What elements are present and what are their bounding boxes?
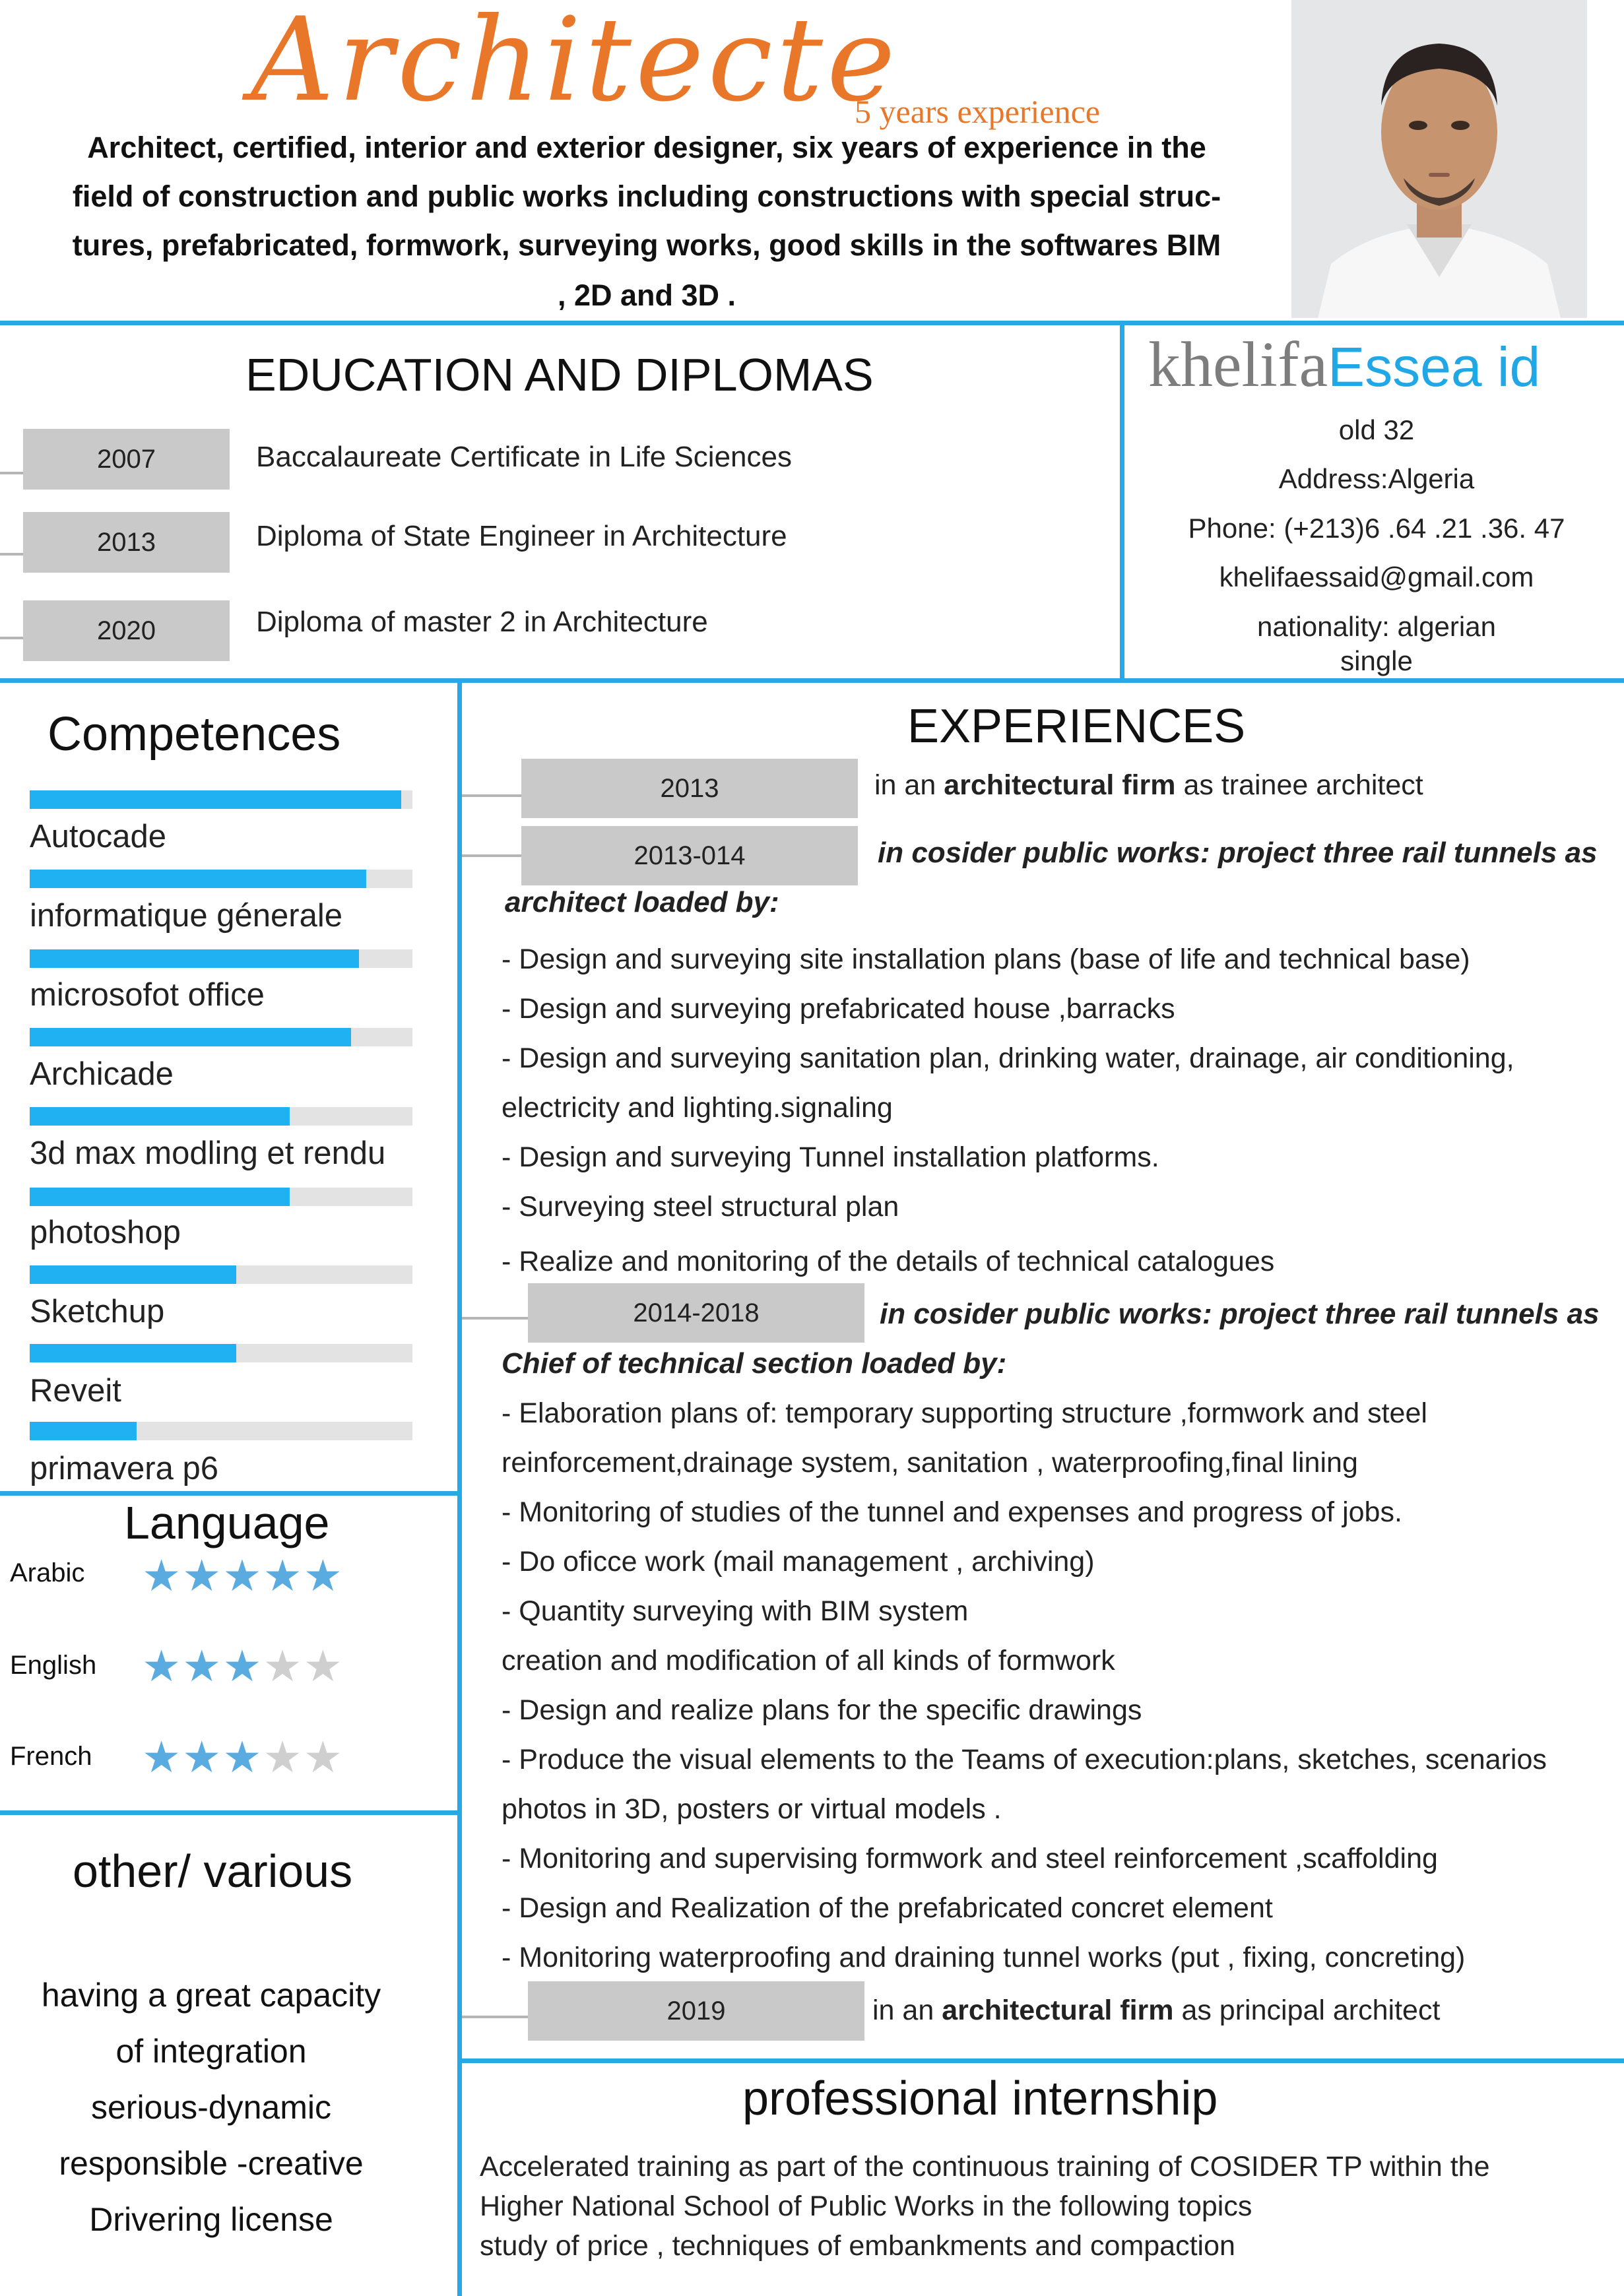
profile-photo xyxy=(1291,0,1587,318)
star-empty-icon: ★ xyxy=(303,1733,344,1781)
internship-line: Accelerated training as part of the continuous training of COSIDER TP within the xyxy=(480,2151,1490,2183)
contact-email: khelifaessaid@gmail.com xyxy=(1219,561,1534,592)
job-role: as trainee architect xyxy=(1175,769,1423,801)
skill-bar-fill xyxy=(30,1107,290,1126)
skill-bar-fill xyxy=(30,790,401,809)
job-task: - Quantity surveying with BIM system xyxy=(502,1595,969,1627)
internship-line: Higher National School of Public Works in the following topics xyxy=(480,2190,1252,2222)
experience-years: 5 years experience xyxy=(855,93,1100,130)
job-task: - Design and Realization of the prefabricated concret element xyxy=(502,1892,1273,1924)
skill-bar-fill xyxy=(30,1344,236,1362)
skill-name: primavera p6 xyxy=(30,1451,218,1486)
job-role: as principal architect xyxy=(1173,1994,1441,2026)
summary-line-1: Architect, certified, interior and exterior designer, six years of experience in the xyxy=(87,131,1206,164)
language-divider xyxy=(0,1810,460,1815)
star-filled-icon: ★ xyxy=(142,1551,183,1600)
job-tick xyxy=(462,1317,528,1320)
skill-bar xyxy=(30,1107,412,1126)
job-task: - Design and surveying sanitation plan, drinking water, drainage, air conditioning, xyxy=(502,1042,1514,1074)
job-task: - Monitoring of studies of the tunnel and expenses and progress of jobs. xyxy=(502,1496,1402,1528)
job-task: - Design and surveying site installation plans (base of life and technical base) xyxy=(502,943,1470,975)
star-filled-icon: ★ xyxy=(222,1551,263,1600)
education-title: EDUCATION AND DIPLOMAS xyxy=(245,349,874,400)
contact-phone: Phone: (+213)6 .64 .21 .36. 47 xyxy=(1188,513,1565,544)
other-line: serious-dynamic xyxy=(90,2089,331,2126)
skill-name: informatique génerale xyxy=(30,898,342,934)
job-year: 2014-2018 xyxy=(528,1283,864,1343)
internship-title: professional internship xyxy=(742,2072,1218,2125)
other-line: responsible -creative xyxy=(59,2145,364,2182)
candidate-name xyxy=(1148,329,1541,400)
job-heading-2: Chief of technical section loaded by: xyxy=(502,1347,1007,1380)
skill-bar xyxy=(30,1265,412,1284)
education-item: Diploma of State Engineer in Architecture xyxy=(256,520,787,552)
internship-divider xyxy=(460,2058,1624,2063)
other-line: of integration xyxy=(115,2033,307,2070)
star-filled-icon: ★ xyxy=(142,1733,183,1781)
job-pre: in an xyxy=(874,769,944,801)
cv-title: Architecte xyxy=(251,0,899,127)
job-description xyxy=(872,1994,1440,2027)
competences-title: Competences xyxy=(48,708,341,761)
star-filled-icon: ★ xyxy=(263,1551,304,1600)
education-item: Baccalaureate Certificate in Life Sciences xyxy=(256,441,792,473)
language-rating xyxy=(142,1735,344,1779)
job-company: architectural firm xyxy=(944,769,1176,801)
job-task: electricity and lighting.signaling xyxy=(502,1092,893,1124)
education-item: Diploma of master 2 in Architecture xyxy=(256,606,708,638)
star-filled-icon: ★ xyxy=(182,1551,223,1600)
job-pre: in an xyxy=(872,1994,942,2026)
skill-name: Archicade xyxy=(30,1056,174,1092)
skill-bar xyxy=(30,949,412,968)
internship-line: study of price , techniques of embankments and compaction xyxy=(480,2230,1235,2262)
skill-bar-fill xyxy=(30,1028,351,1046)
language-rating xyxy=(142,1644,344,1688)
skill-bar-fill xyxy=(30,1188,290,1206)
star-filled-icon: ★ xyxy=(222,1733,263,1781)
job-tick xyxy=(462,2016,528,2018)
job-task: photos in 3D, posters or virtual models . xyxy=(502,1793,1002,1825)
job-heading-2: architect loaded by: xyxy=(505,886,779,918)
education-tick xyxy=(0,553,23,556)
skill-bar-fill xyxy=(30,949,359,968)
skill-bar xyxy=(30,1422,412,1440)
star-empty-icon: ★ xyxy=(303,1642,344,1690)
skill-bar-fill xyxy=(30,870,366,888)
job-year: 2013 xyxy=(521,759,858,818)
job-year: 2013-014 xyxy=(521,826,858,885)
job-task: - Design and surveying prefabricated house ,barracks xyxy=(502,993,1175,1025)
contact-age: old 32 xyxy=(1338,414,1415,445)
header-divider xyxy=(0,321,1624,325)
skill-bar xyxy=(30,1028,412,1046)
skill-bar xyxy=(30,1188,412,1206)
contact-status: single xyxy=(1340,645,1413,676)
job-task: - Monitoring waterproofing and draining tunnel works (put , fixing, concreting) xyxy=(502,1942,1466,1973)
other-title: other/ various xyxy=(73,1845,353,1897)
job-task: - Do oficce work (mail management , archiving) xyxy=(502,1546,1095,1578)
skill-name: Reveit xyxy=(30,1373,121,1409)
last-name: Essea id xyxy=(1328,336,1541,398)
competences-divider xyxy=(0,1491,460,1496)
language-name: French xyxy=(10,1742,92,1771)
job-heading: in cosider public works: project three rail tunnels as xyxy=(880,1298,1600,1330)
skill-bar xyxy=(30,790,412,809)
star-empty-icon: ★ xyxy=(263,1642,304,1690)
language-name: Arabic xyxy=(10,1558,85,1587)
star-empty-icon: ★ xyxy=(263,1733,304,1781)
first-name: khelifa xyxy=(1148,329,1328,400)
middle-divider xyxy=(0,678,1624,683)
job-tick xyxy=(462,854,521,857)
job-company: architectural firm xyxy=(942,1994,1174,2026)
job-task: - Realize and monitoring of the details of technical catalogues xyxy=(502,1246,1275,1277)
skill-bar-fill xyxy=(30,1422,137,1440)
education-tick xyxy=(0,637,23,639)
skill-name: photoshop xyxy=(30,1215,181,1250)
job-year: 2019 xyxy=(528,1981,864,2041)
language-rating xyxy=(142,1551,344,1600)
skill-bar xyxy=(30,870,412,888)
job-task: - Elaboration plans of: temporary supporting structure ,formwork and steel xyxy=(502,1397,1427,1429)
job-task: creation and modification of all kinds of formwork xyxy=(502,1645,1115,1676)
language-name: English xyxy=(10,1651,97,1680)
other-line: Drivering license xyxy=(89,2201,333,2238)
star-filled-icon: ★ xyxy=(182,1733,223,1781)
job-task: reinforcement,drainage system, sanitation , waterproofing,final lining xyxy=(502,1447,1358,1479)
language-title: Language xyxy=(124,1497,330,1548)
star-filled-icon: ★ xyxy=(222,1642,263,1690)
contact-address: Address:Algeria xyxy=(1278,463,1475,494)
skill-name: Autocade xyxy=(30,819,167,854)
left-column-divider xyxy=(457,680,462,2296)
job-task: - Surveying steel structural plan xyxy=(502,1191,899,1223)
skill-bar xyxy=(30,1344,412,1362)
job-task: - Monitoring and supervising formwork and steel reinforcement ,scaffolding xyxy=(502,1843,1438,1874)
star-filled-icon: ★ xyxy=(142,1642,183,1690)
job-task: - Produce the visual elements to the Teams of execution:plans, sketches, scenarios xyxy=(502,1744,1547,1775)
summary-line-3: tures, prefabricated, formwork, surveying works, good skills in the softwares BIM xyxy=(72,228,1221,262)
job-heading: in cosider public works: project three rail tunnels as xyxy=(878,837,1598,869)
star-filled-icon: ★ xyxy=(303,1551,344,1600)
skill-bar-fill xyxy=(30,1265,236,1284)
summary-line-4: , 2D and 3D . xyxy=(557,278,736,312)
job-task: - Design and surveying Tunnel installation platforms. xyxy=(502,1141,1159,1173)
education-year: 2007 xyxy=(23,429,230,490)
job-tick xyxy=(462,794,521,797)
skill-name: microsofot office xyxy=(30,977,265,1013)
other-line: having a great capacity xyxy=(41,1977,381,2014)
education-year: 2020 xyxy=(23,600,230,661)
job-description xyxy=(874,769,1423,802)
education-tick xyxy=(0,472,23,474)
skill-name: 3d max modling et rendu xyxy=(30,1135,386,1171)
experiences-title: EXPERIENCES xyxy=(907,700,1246,753)
skill-name: Sketchup xyxy=(30,1294,165,1329)
job-task: - Design and realize plans for the specific drawings xyxy=(502,1694,1142,1726)
star-filled-icon: ★ xyxy=(182,1642,223,1690)
contact-nationality: nationality: algerian xyxy=(1257,611,1496,642)
summary-line-2: field of construction and public works including constructions with special struc- xyxy=(72,179,1221,213)
education-year: 2013 xyxy=(23,512,230,573)
